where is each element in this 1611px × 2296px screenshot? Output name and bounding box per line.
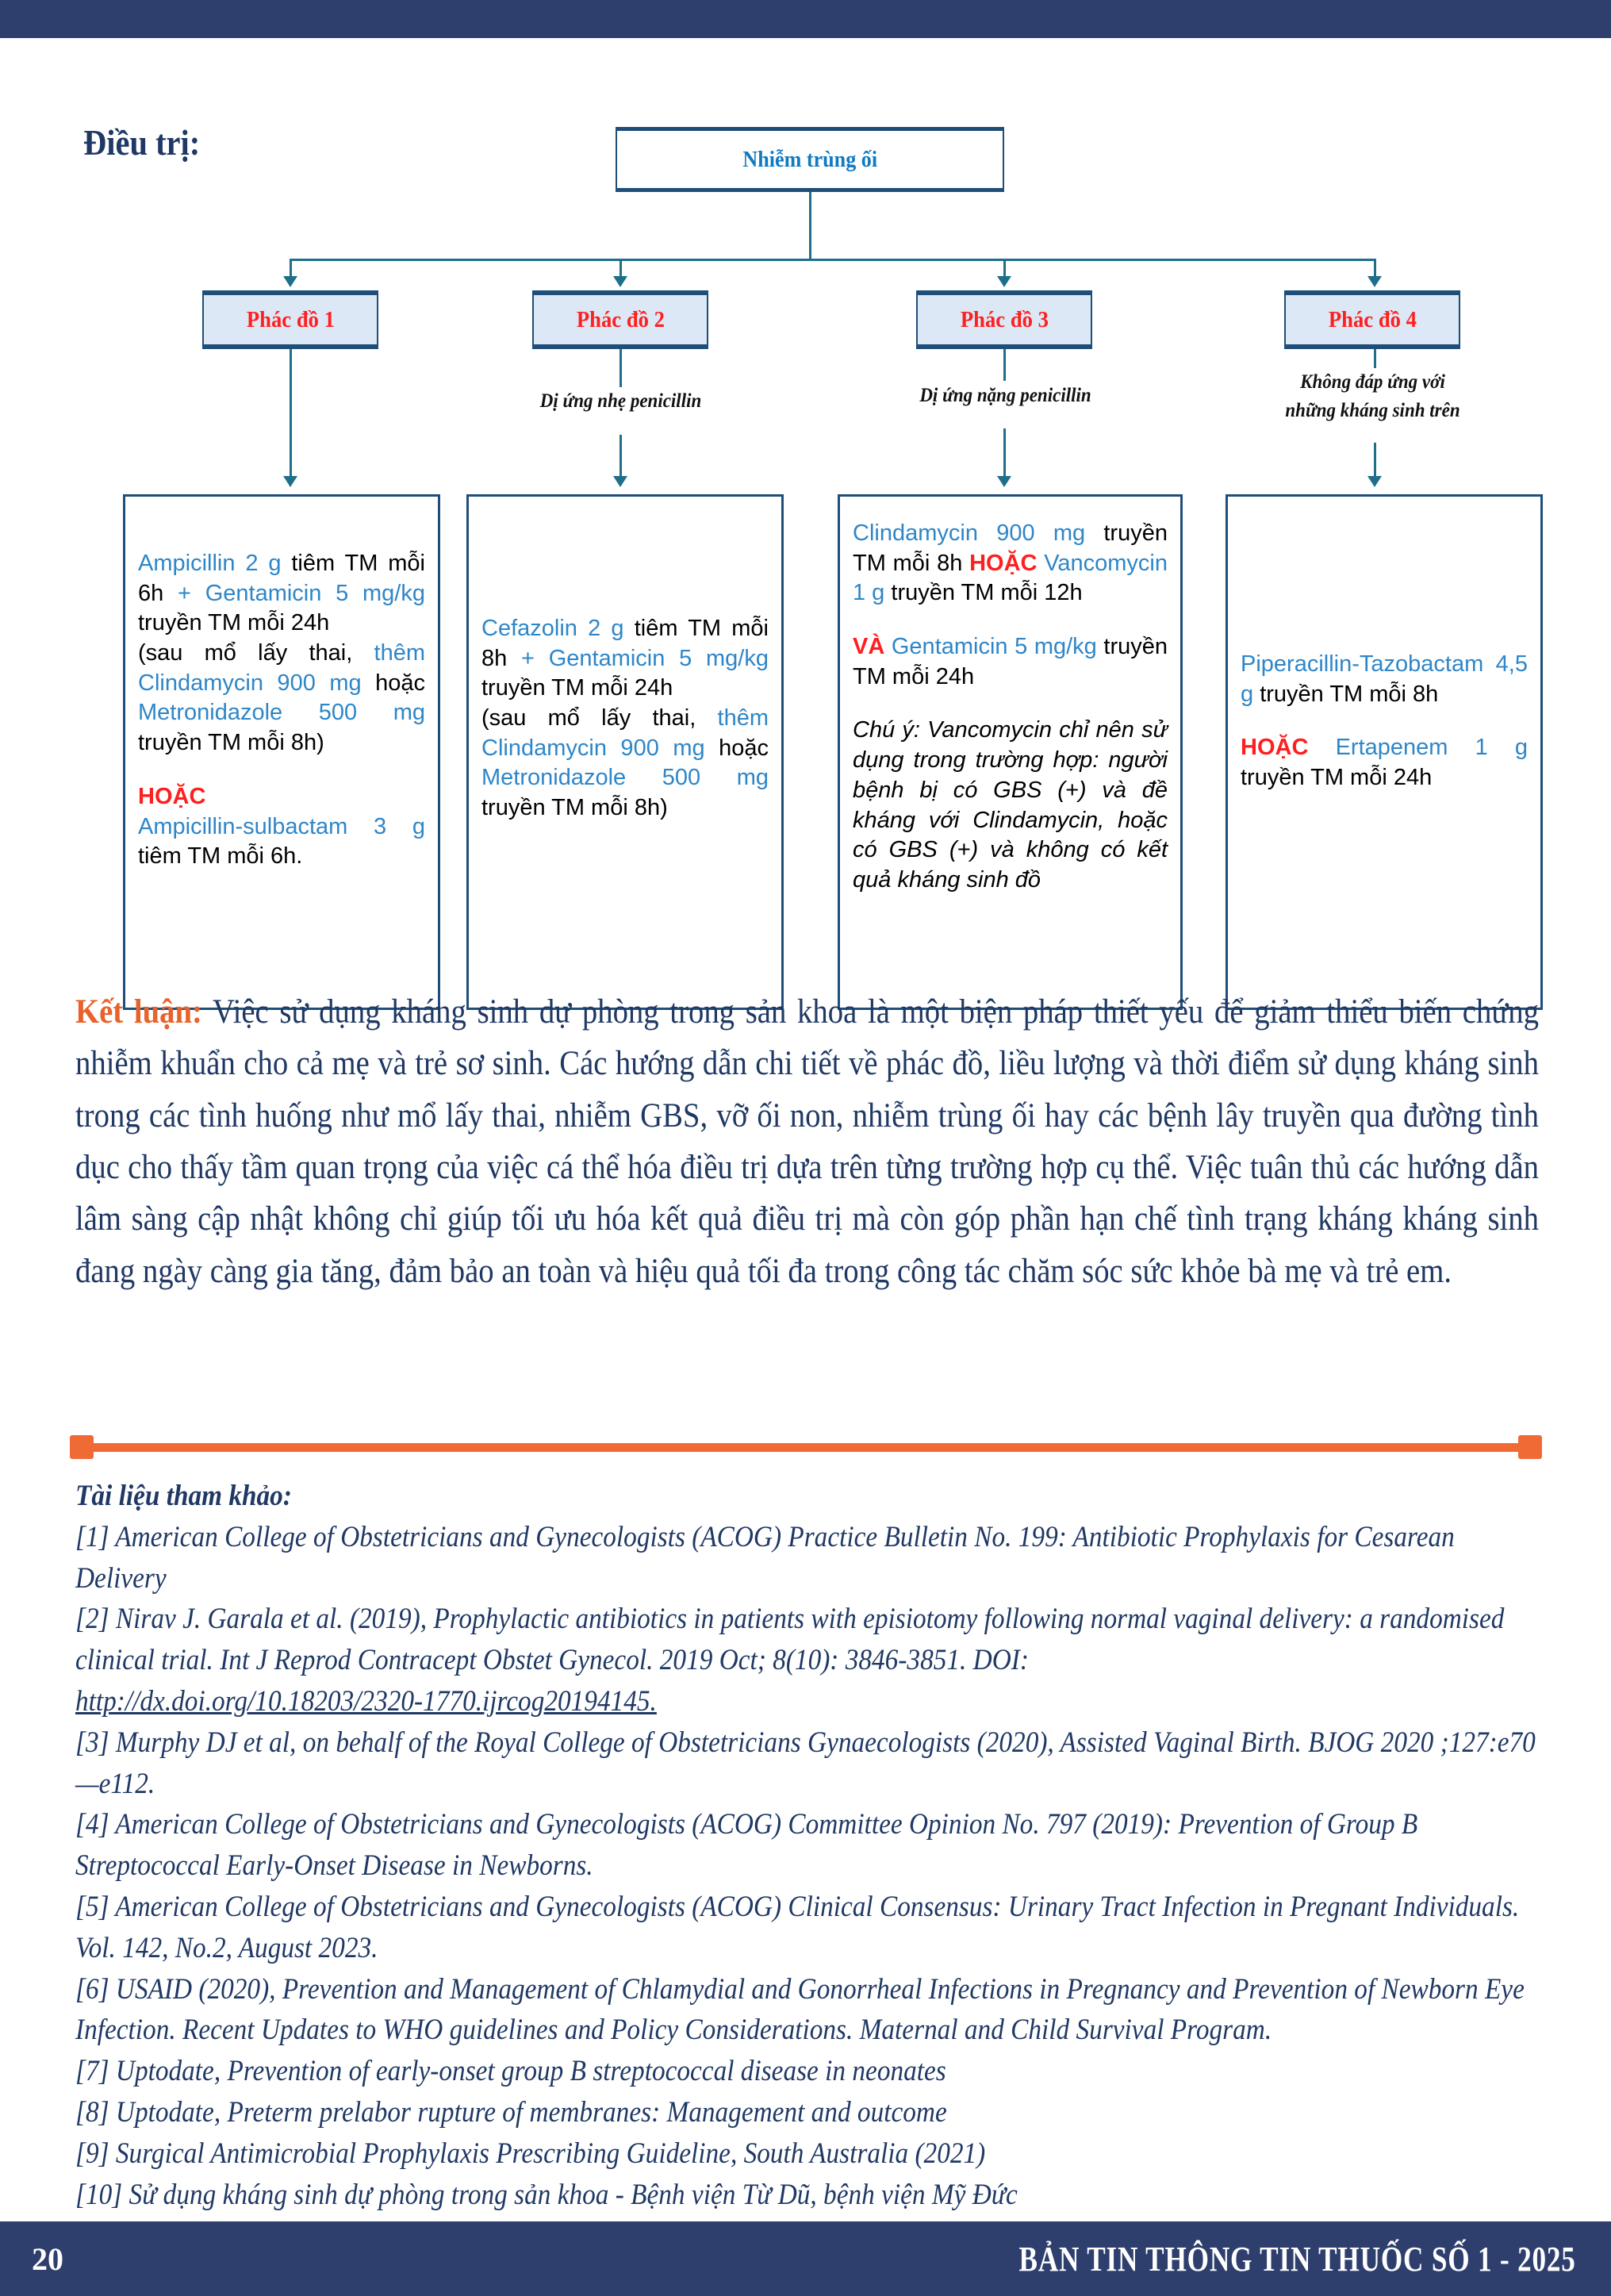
flow-node-root (616, 127, 1004, 192)
connector-horizontal-bus (290, 259, 1375, 261)
treatment-line: (sau mổ lấy thai, thêm Clindamycin 900 mg hoặc Metronidazole 500 mg truyền TM mỗi 8h) (138, 640, 425, 756)
arrowhead-box-2 (613, 476, 627, 487)
flow-node-regimen-4-label: Phác đồ 4 (1328, 306, 1417, 332)
flow-condition-2: Dị ứng nhẹ penicillin (539, 390, 702, 412)
references-section (75, 1476, 1546, 2256)
section-divider (70, 1442, 1542, 1453)
arrowhead-1 (283, 276, 297, 287)
page-number: 20 (32, 2240, 63, 2277)
treatment-note: Chú ý: Vancomycin chỉ nên sử dụng trong trường hợp: người bệnh bị có GBS (+) và đề kháng với Clindamycin, hoặc có GBS (+) và không có kết quả kháng sinh đồ (853, 717, 1168, 893)
connector-root-stem (809, 192, 811, 260)
reference-item: [3] Murphy DJ et al, on behalf of the Royal College of Obstetricians Gynaecologists (2020), Assisted Vaginal Birth. BJOG 2020 ;127:e70—e112. (75, 1726, 1536, 1800)
references-heading: Tài liệu tham khảo: (75, 1480, 292, 1512)
treatment-line: Ampicillin-sulbactam 3 g tiêm TM mỗi 6h. (138, 813, 425, 870)
reference-text: [2] Nirav J. Garala et al. (2019), Prophylactic antibiotics in patients with episiotomy following normal vaginal delivery: a randomised clinical trial. Int J Reprod Contracept Obstet Gynecol. 2019 Oct; 8(10): 3846-3851. DOI: (75, 1603, 1505, 1677)
divider-cap-right (1518, 1435, 1542, 1459)
conclusion-paragraph (75, 986, 1539, 1297)
arrowhead-box-4 (1367, 476, 1382, 487)
reference-item: [8] Uptodate, Preterm prelabor rupture of membranes: Management and outcome (75, 2095, 947, 2129)
reference-item: [9] Surgical Antimicrobial Prophylaxis Prescribing Guideline, South Australia (2021) (75, 2137, 986, 2170)
arrowhead-box-1 (283, 476, 297, 487)
treatment-detail-box-1 (123, 494, 440, 1010)
treatment-line: Cefazolin 2 g tiêm TM mỗi 8h + Gentamicin 5 mg/kg truyền TM mỗi 24h (481, 616, 769, 701)
treatment-line: Clindamycin 900 mg truyền TM mỗi 8h HOẶC Vancomycin 1 g truyền TM mỗi 12h (853, 520, 1168, 606)
arrowhead-4 (1367, 276, 1382, 287)
treatment-line: Ampicillin 2 g tiêm TM mỗi 6h + Gentamicin 5 mg/kg truyền TM mỗi 24h (138, 551, 425, 636)
footer-bar (0, 2221, 1611, 2296)
flow-node-regimen-4 (1284, 290, 1460, 349)
flow-node-regimen-3-label: Phác đồ 3 (960, 306, 1049, 332)
flow-node-regimen-2-label: Phác đồ 2 (576, 306, 665, 332)
connector-regimen2-upper (619, 349, 622, 387)
flow-condition-4: Không đáp ứng với những kháng sinh trên (1285, 371, 1460, 422)
arrowhead-3 (997, 276, 1011, 287)
reference-item (75, 1599, 1546, 1681)
connector-regimen4-lower (1374, 443, 1376, 478)
arrowhead-box-3 (997, 476, 1011, 487)
connector-regimen4-upper (1374, 349, 1376, 368)
flow-condition-3: Dị ứng nặng penicillin (919, 385, 1091, 406)
reference-item: [4] American College of Obstetricians and Gynecologists (ACOG) Committee Opinion No. 797 (2019): Prevention of Group B Streptococcal Early-Onset Disease in Newborns. (75, 1808, 1418, 1883)
reference-item: [7] Uptodate, Prevention of early-onset group B streptococcal disease in neonates (75, 2055, 946, 2088)
header-bar (0, 0, 1611, 38)
reference-link[interactable] (75, 1681, 1546, 1722)
reference-doi-link[interactable]: http://dx.doi.org/10.18203/2320-1770.ijrcog20194145. (75, 1684, 657, 1718)
connector-regimen3-upper (1003, 349, 1006, 381)
reference-item: [5] American College of Obstetricians and Gynecologists (ACOG) Clinical Consensus: Urinary Tract Infection in Pregnant Individuals. Vol. 142, No.2, August 2023. (75, 1890, 1520, 1964)
treatment-detail-box-3 (838, 494, 1183, 1010)
flow-node-regimen-1 (202, 290, 378, 349)
flow-node-regimen-2 (532, 290, 708, 349)
treatment-line: (sau mổ lấy thai, thêm Clindamycin 900 mg hoặc Metronidazole 500 mg truyền TM mỗi 8h) (481, 705, 769, 821)
connector-regimen3-lower (1003, 428, 1006, 478)
arrowhead-2 (613, 276, 627, 287)
treatment-line: Piperacillin-Tazobactam 4,5 g truyền TM mỗi 8h (1241, 651, 1528, 707)
conclusion-label: Kết luận: (75, 993, 202, 1031)
divider-bar (90, 1443, 1523, 1452)
flow-node-regimen-1-label: Phác đồ 1 (246, 306, 335, 332)
treatment-line: HOẶC Ertapenem 1 g truyền TM mỗi 24h (1241, 735, 1528, 791)
section-label-treatment: Điều trị: (83, 122, 201, 163)
treatment-line: HOẶC (138, 783, 206, 809)
treatment-detail-box-4 (1226, 494, 1543, 1010)
page-content (0, 38, 1611, 2221)
reference-item: [1] American College of Obstetricians and Gynecologists (ACOG) Practice Bulletin No. 199: Antibiotic Prophylaxis for Cesarean Delivery (75, 1520, 1455, 1595)
conclusion-text: Việc sử dụng kháng sinh dự phòng trong sản khoa là một biện pháp thiết yếu để giảm thiểu biến chứng nhiễm khuẩn cho cả mẹ và trẻ sơ sinh. Các hướng dẫn chi tiết về phác đồ, liều lượng và thời điểm sử dụng kháng sinh trong các tình huống như mổ lấy thai, nhiễm GBS, vỡ ối non, nhiễm trùng ối hay các bệnh lây truyền qua đường tình dục cho thấy tầm quan trọng của việc cá thể hóa điều trị dựa trên từng trường hợp cụ thể. Việc tuân thủ các hướng dẫn lâm sàng cập nhật không chỉ giúp tối ưu hóa kết quả điều trị mà còn góp phần hạn chế tình trạng kháng kháng sinh đang ngày càng gia tăng, đảm bảo an toàn và hiệu quả tối đa trong công tác chăm sóc sức khỏe bà mẹ và trẻ em. (75, 993, 1539, 1290)
treatment-line: VÀ Gentamicin 5 mg/kg truyền TM mỗi 24h (853, 634, 1168, 689)
reference-item: [10] Sử dụng kháng sinh dự phòng trong sản khoa - Bệnh viện Từ Dũ, bệnh viện Mỹ Đức (75, 2178, 1018, 2211)
footer-title: BẢN TIN THÔNG TIN THUỐC SỐ 1 - 2025 (1018, 2239, 1576, 2279)
connector-regimen2-lower (619, 435, 622, 478)
connector-regimen1-to-box (290, 349, 292, 478)
treatment-flowchart (0, 38, 1611, 974)
treatment-detail-box-2 (466, 494, 784, 1010)
flow-node-root-label: Nhiễm trùng ối (742, 146, 877, 172)
reference-item: [6] USAID (2020), Prevention and Management of Chlamydial and Gonorrheal Infections in Pregnancy and Prevention of Newborn Eye Infection. Recent Updates to WHO guidelines and Policy Considerations. Maternal and Child Survival Program. (75, 1972, 1525, 2047)
flow-node-regimen-3 (916, 290, 1092, 349)
